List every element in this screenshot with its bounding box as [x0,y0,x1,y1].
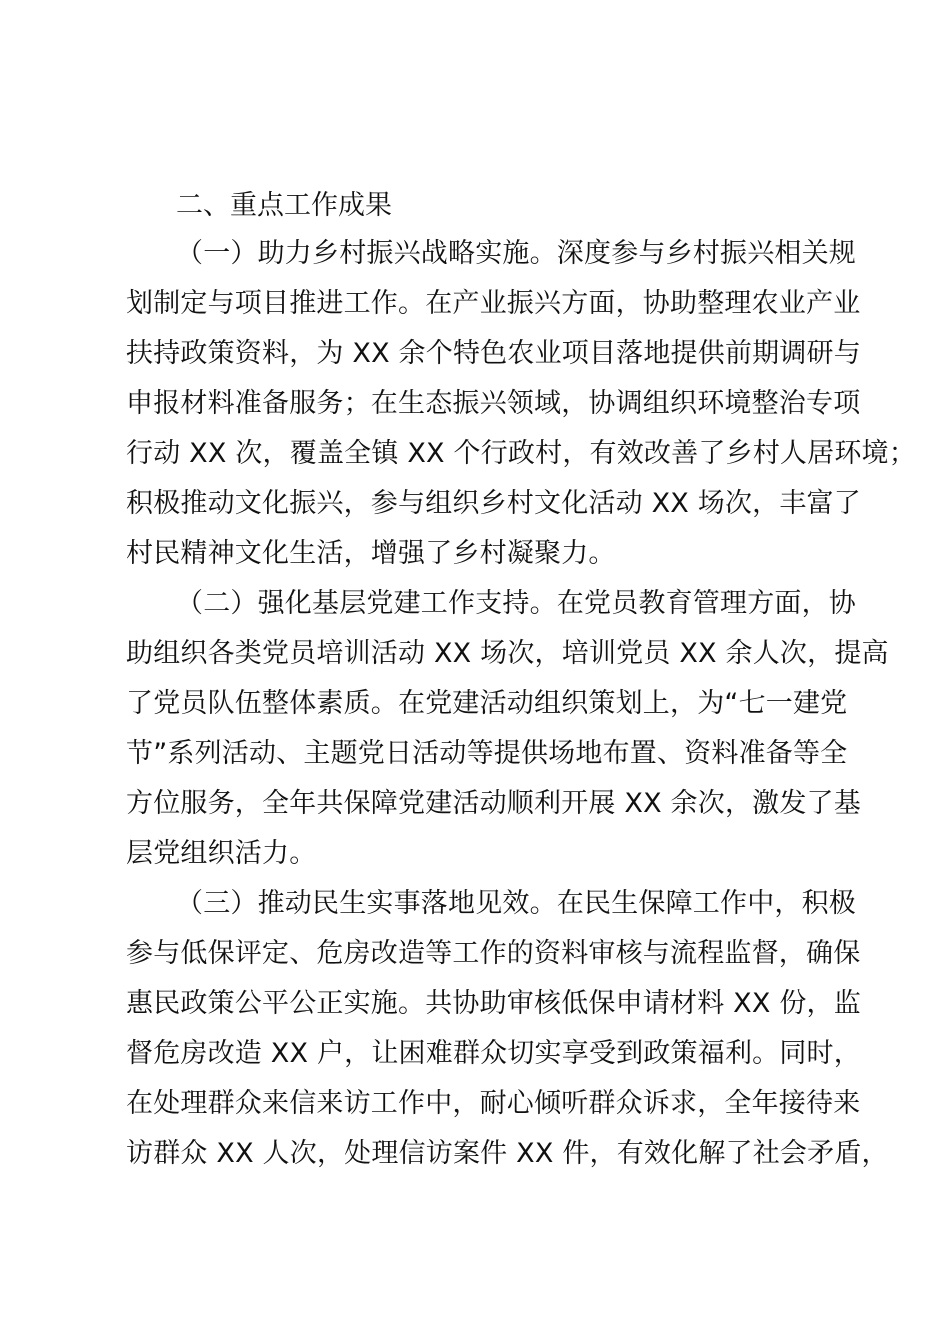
paragraph-1-line-7: 村民精神文化生活，增强了乡村凝聚力。 [126,538,616,569]
paragraph-2-line-4: 节”系列活动、主题党日活动等提供场地布置、资料准备等全 [126,738,848,769]
paragraph-1-line-2: 划制定与项目推进工作。在产业振兴方面，协助整理农业产业 [126,288,861,319]
paragraph-3-line-1: （三）推动民生实事落地见效。在民生保障工作中，积极 [176,888,856,919]
paragraph-2-line-1: （二）强化基层党建工作支持。在党员教育管理方面，协 [176,588,856,619]
paragraph-1-line-3: 扶持政策资料，为 XX 余个特色农业项目落地提供前期调研与 [126,338,861,369]
paragraph-3-line-4: 督危房改造 XX 户，让困难群众切实享受到政策福利。同时， [126,1038,861,1069]
paragraph-2-line-3: 了党员队伍整体素质。在党建活动组织策划上，为“七一建党 [126,688,848,719]
paragraph-2-line-6: 层党组织活力。 [126,838,317,869]
paragraph-3-line-2: 参与低保评定、危房改造等工作的资料审核与流程监督，确保 [126,938,861,969]
section-heading: 二、重点工作成果 [176,190,392,221]
paragraph-1-line-4: 申报材料准备服务；在生态振兴领域，协调组织环境整治专项 [126,388,861,419]
paragraph-1-line-5: 行动 XX 次，覆盖全镇 XX 个行政村，有效改善了乡村人居环境； [126,438,916,469]
paragraph-1-line-1: （一）助力乡村振兴战略实施。深度参与乡村振兴相关规 [176,238,856,269]
paragraph-3-line-3: 惠民政策公平公正实施。共协助审核低保申请材料 XX 份，监 [126,988,861,1019]
paragraph-2-line-5: 方位服务，全年共保障党建活动顺利开展 XX 余次，激发了基 [126,788,861,819]
paragraph-2-line-2: 助组织各类党员培训活动 XX 场次，培训党员 XX 余人次，提高 [126,638,889,669]
paragraph-3-line-5: 在处理群众来信来访工作中，耐心倾听群众诉求，全年接待来 [126,1088,861,1119]
paragraph-3-line-6: 访群众 XX 人次，处理信访案件 XX 件，有效化解了社会矛盾， [126,1138,889,1169]
paragraph-1-line-6: 积极推动文化振兴，参与组织乡村文化活动 XX 场次，丰富了 [126,488,861,519]
